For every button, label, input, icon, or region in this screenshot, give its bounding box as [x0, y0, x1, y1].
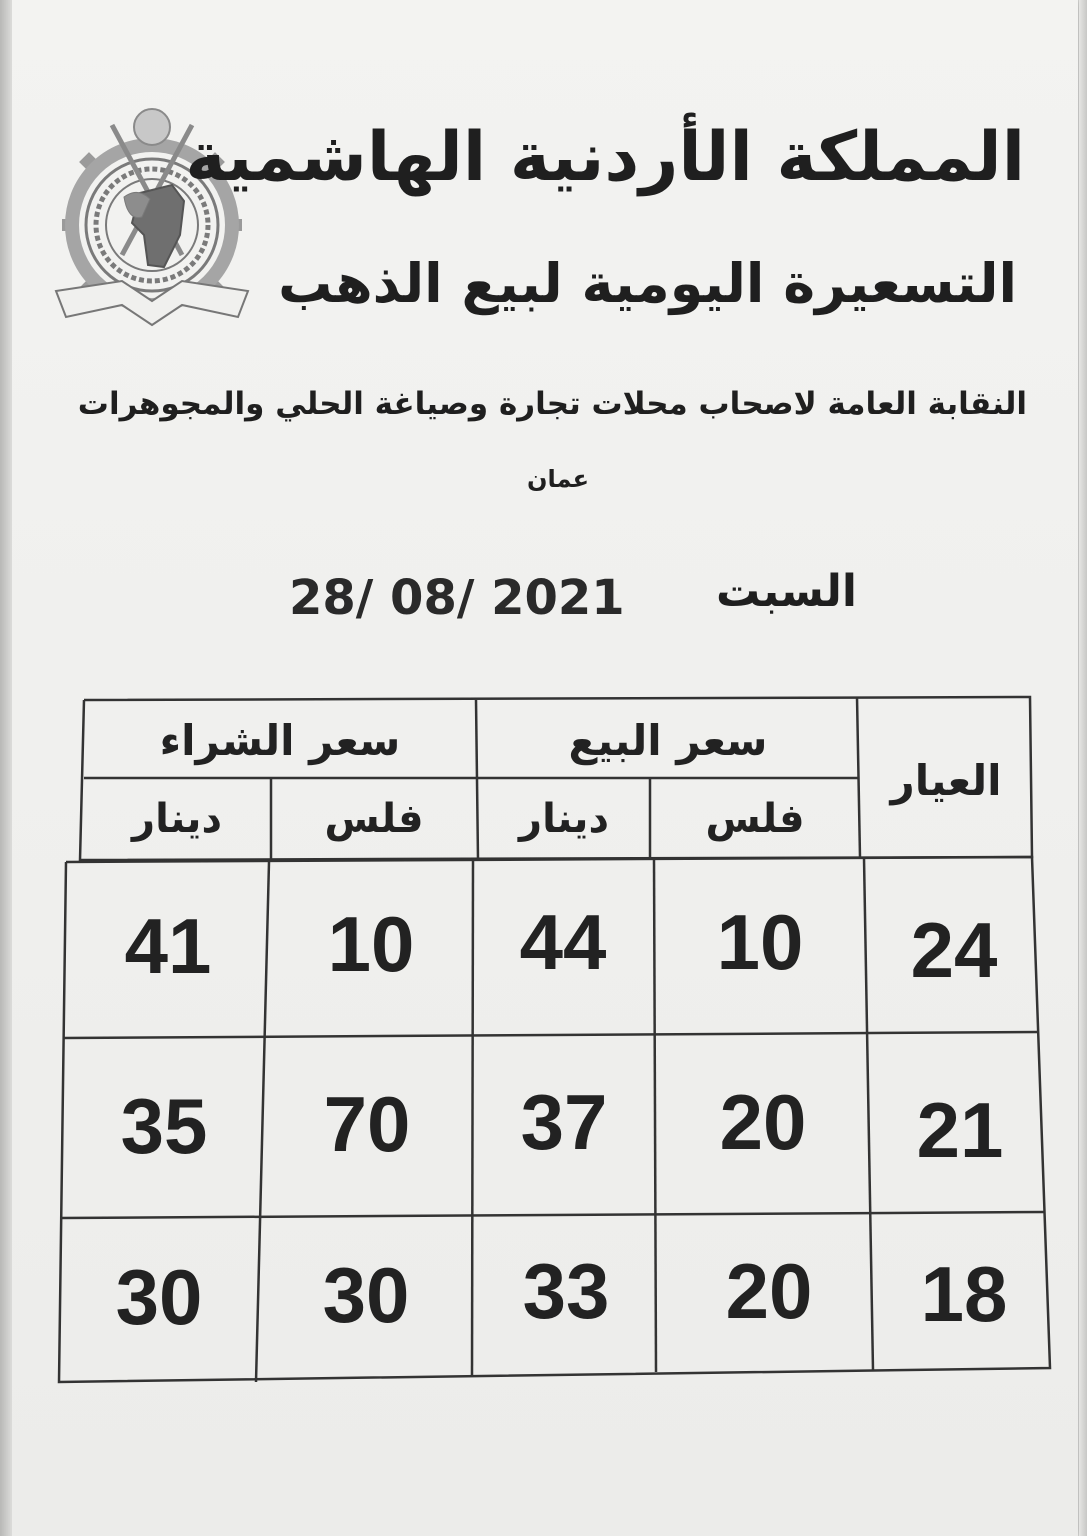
date-value: 28/ 08/ 2021: [289, 570, 625, 626]
city-name: عمان: [527, 465, 589, 493]
sell-dinar-label: دينار: [519, 796, 609, 842]
buy-fils-label: فلس: [324, 796, 424, 842]
buy-fils-cell: 30: [322, 1250, 410, 1339]
paper-edge-left: [0, 0, 12, 1536]
sell-fils-cell: 10: [716, 897, 804, 986]
sell-price-header: سعر البيع: [568, 715, 768, 765]
sell-fils-cell: 20: [725, 1246, 813, 1335]
organization-name: النقابة العامة لاصحاب محلات تجارة وصياغة الحلي والمجوهرات: [77, 386, 1027, 422]
buy-price-header: سعر الشراء: [159, 715, 401, 765]
karat-cell: 18: [920, 1250, 1008, 1338]
country-title: المملكة الأردنية الهاشمية: [185, 118, 1025, 197]
buy-fils-cell: 70: [323, 1080, 411, 1168]
karat-header: العيار: [890, 755, 1002, 805]
buy-dinar-cell: 35: [120, 1082, 208, 1170]
sell-dinar-cell: 44: [519, 897, 607, 986]
buy-fils-cell: 10: [327, 899, 415, 988]
buy-dinar-label: دينار: [132, 796, 222, 842]
sell-dinar-cell: 37: [520, 1078, 608, 1166]
paper-edge-right: [1079, 0, 1087, 1536]
buy-dinar-cell: 30: [115, 1252, 203, 1341]
karat-cell: 24: [910, 905, 998, 994]
daily-pricing-title: التسعيرة اليومية لبيع الذهب: [278, 252, 1017, 315]
sell-fils-label: فلس: [705, 796, 805, 842]
sell-dinar-cell: 33: [522, 1246, 610, 1335]
buy-dinar-cell: 41: [124, 901, 212, 990]
sell-fils-cell: 20: [719, 1078, 807, 1166]
day-label: السبت: [716, 566, 857, 617]
karat-cell: 21: [916, 1085, 1004, 1174]
